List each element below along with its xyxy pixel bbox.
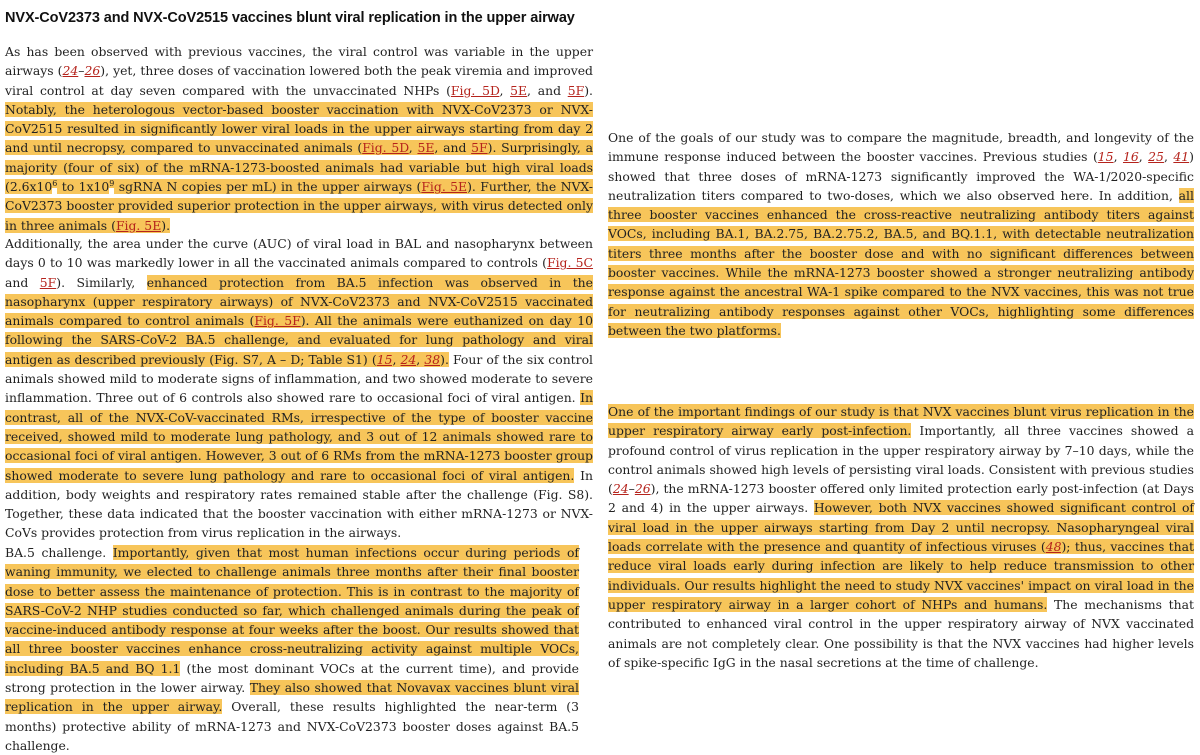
highlighted-text: enhanced protection from BA.5 infection was observed in the nasopharynx (upper respiratory airways) of NVX-CoV2373 and NVX-CoV2515 vaccinated animals compared to control animals ( bbox=[5, 274, 593, 329]
highlighted-text: all three booster vaccines enhanced the cross-reactive neutralizing antibody titers against VOCs, including BA.1, BA.2.75, BA.2.75.2, BA.5, and BQ.1.1, with detectable neutralization titers three months after the booster dose and with no significant differences between booster vaccines. While the mRNA-1273 booster showed a stronger neutralizing antibody response against the ancestral WA-1 spike compared to the NVX vaccines, this was not true for neutralizing antibody responses against other VOCs, highlighting some differences between the two platforms. bbox=[608, 187, 1194, 338]
citation-link[interactable]: 25 bbox=[1148, 149, 1164, 165]
text: ). Similarly, bbox=[56, 274, 147, 290]
text: – bbox=[628, 481, 635, 497]
citation-link[interactable]: 26 bbox=[84, 63, 101, 79]
highlighted-text: , bbox=[416, 351, 425, 367]
citation-link[interactable]: 16 bbox=[1122, 149, 1139, 165]
text: and bbox=[5, 274, 40, 290]
text: Additionally, the area under the curve (AUC) of viral load in BAL and nasopharynx between days 0 to 10 was markedly lower in all the vaccinated animals compared to controls ( bbox=[5, 236, 593, 271]
text: ). bbox=[584, 82, 593, 98]
figure-link[interactable]: Fig. 5E bbox=[421, 179, 468, 195]
figure-link[interactable]: 5E bbox=[510, 82, 528, 98]
paragraph-ba5-challenge bbox=[5, 543, 579, 755]
text: , bbox=[1113, 149, 1123, 165]
text: , bbox=[1138, 149, 1149, 165]
text: Importantly, all three vaccines showed a profound control of virus replication in the upper respiratory airway by 7–10 days, while the control animals showed high levels of persisting viral loads. Consistent with previous studies ( bbox=[608, 423, 1194, 497]
section-heading: NVX-CoV2373 and NVX-CoV2515 vaccines blunt viral replication in the upper airway bbox=[5, 10, 575, 26]
text: ), yet, three doses of vaccination lowered both the peak viremia and improved viral control at day seven compared with the unvaccinated NHPs ( bbox=[5, 63, 593, 98]
citation-link[interactable]: 26 bbox=[634, 481, 651, 497]
highlighted-text: , bbox=[392, 351, 401, 367]
highlighted-text: They also showed that Novavax vaccines blunt viral replication in the upper airway. bbox=[5, 680, 579, 715]
highlighted-text: to 1x10 bbox=[57, 179, 110, 195]
superscript: 6 bbox=[52, 178, 58, 188]
text: – bbox=[78, 63, 85, 79]
text: In addition, body weights and respiratory rates remained stable after the challenge (Fig. S8). Together, these data indicated that the booster vaccination with either mRNA-1273 or NVX-CoVs provides protection from virus replication in the airways. bbox=[5, 467, 593, 541]
figure-link[interactable]: 5E bbox=[417, 140, 435, 156]
citation-link[interactable]: 41 bbox=[1173, 149, 1190, 165]
paragraph-important-findings bbox=[608, 402, 1194, 672]
highlighted-text: ). bbox=[161, 217, 171, 233]
highlighted-text: , bbox=[408, 140, 418, 156]
paragraph-viral-control bbox=[5, 42, 593, 235]
paragraph-auc-pathology bbox=[5, 234, 593, 543]
text: BA.5 challenge. bbox=[5, 545, 113, 560]
highlighted-text: ). All the animals were euthanized on day 10 following the SARS-CoV-2 BA.5 challenge, and evaluated for lung pathology and viral antigen as described previously (Fig. S7, A – D; Table S1) ( bbox=[5, 313, 593, 367]
highlighted-text: Notably, the heterologous vector-based booster vaccination with NVX-CoV2373 or NVX-CoV2515 resulted in significantly lower viral loads in the upper airways starting from day 2 and until necropsy, compared to unvaccinated animals ( bbox=[5, 101, 593, 156]
figure-link[interactable]: 5F bbox=[39, 274, 57, 290]
highlighted-text: However, both NVX vaccines showed significant control of viral load in the upper airways starting from Day 2 until necropsy. Nasopharyngeal viral loads correlate with the presence and quantity of infectious viruses ( bbox=[608, 500, 1195, 555]
highlighted-text: ); thus, vaccines that reduce viral loads early during infection are likely to help reduce transmission to other individuals. Our results highlight the need to study NVX vaccines' impact on viral load in the upper respiratory airway in a larger cohort of NHPs and humans. bbox=[608, 539, 1195, 612]
citation-link[interactable]: 24 bbox=[400, 351, 417, 367]
figure-link[interactable]: 5F bbox=[567, 82, 585, 98]
figure-link[interactable]: 5F bbox=[471, 140, 488, 156]
text: , and bbox=[527, 82, 568, 98]
paragraph-immune-response bbox=[608, 128, 1194, 340]
highlighted-text: Importantly, given that most human infections occur during periods of waning immunity, we elected to challenge animals three months after their final booster dose to better assess the maintenance of protection. This is in contrast to the majority of SARS-CoV-2 NHP studies conducted so far, which challenged animals during the peak of vaccine-induced antibody response at four weeks after the boost. Our results showed that all three booster vaccines enhance cross-neutralizing activity against multiple VOCs, including BA.5 and BQ 1.1 bbox=[5, 545, 579, 676]
superscript: 9 bbox=[109, 178, 115, 188]
highlighted-text: One of the important findings of our study is that NVX vaccines blunt virus replication in the upper respiratory airway early post-infection. bbox=[608, 404, 1194, 439]
highlighted-text: ). Surprisingly, a majority (four of six) of the mRNA-1273-boosted animals had variable but high viral loads (2.6x10 bbox=[5, 140, 593, 195]
figure-link[interactable]: Fig. 5E bbox=[115, 217, 162, 233]
text: ), the mRNA-1273 booster offered only limited protection early post-infection (at Days 2 and 4) in the upper airways. bbox=[608, 481, 1194, 516]
citation-link[interactable]: 24 bbox=[612, 481, 629, 497]
highlighted-text: In contrast, all of the NVX-CoV-vaccinated RMs, irrespective of the type of booster vaccine received, showed mild to moderate lung pathology, and 3 out of 12 animals showed rare to occasional foci of viral antigen. However, 3 out of 6 RMs from the mRNA-1273 booster group showed moderate to severe lung pathology and rare to occasional foci of viral antigen. bbox=[5, 390, 593, 483]
figure-link[interactable]: Fig. 5D bbox=[362, 140, 409, 156]
highlighted-text: sgRNA N copies per mL) in the upper airways ( bbox=[114, 179, 422, 195]
text: (the most dominant VOCs at the current time), and provide strong protection in the lower airway. bbox=[5, 660, 579, 696]
text: , bbox=[499, 82, 511, 98]
text: Four of the six control animals showed mild to moderate signs of inflammation, and two showed moderate to severe inflammation. Three out of 6 controls also showed rare to occasional foci of viral antigen. bbox=[5, 351, 594, 406]
citation-link[interactable]: 15 bbox=[376, 351, 393, 367]
text: , bbox=[1163, 149, 1174, 165]
text: The mechanisms that contributed to enhanced viral control in the upper respiratory airway of NVX vaccinated animals are not completely clear. One possibility is that the NVX vaccines had higher levels of spike-specific IgG in the nasal secretions at the time of challenge. bbox=[608, 596, 1194, 670]
highlighted-text: ). bbox=[440, 351, 449, 367]
citation-link[interactable]: 24 bbox=[62, 63, 79, 79]
text: Overall, these results highlighted the near-term (3 months) protective ability of mRNA-1273 and NVX-CoV2373 booster doses against BA.5 challenge. bbox=[5, 699, 580, 753]
figure-link[interactable]: Fig. 5D bbox=[450, 82, 500, 98]
text: As has been observed with previous vaccines, the viral control was variable in the upper airways ( bbox=[5, 44, 593, 79]
figure-link[interactable]: Fig. 5F bbox=[254, 313, 301, 329]
highlighted-text: , and bbox=[434, 140, 472, 156]
citation-link[interactable]: 15 bbox=[1097, 149, 1114, 165]
citation-link[interactable]: 38 bbox=[424, 351, 441, 367]
text: One of the goals of our study was to compare the magnitude, breadth, and longevity of the immune response induced between the booster vaccines. Previous studies ( bbox=[608, 130, 1194, 165]
highlighted-text: ). Further, the NVX-CoV2373 booster provided superior protection in the upper airways, with virus detected only in three animals ( bbox=[5, 179, 593, 233]
citation-link[interactable]: 48 bbox=[1045, 539, 1062, 555]
figure-link[interactable]: Fig. 5C bbox=[546, 255, 594, 271]
text: ) showed that three doses of mRNA-1273 significantly improved the WA-1/2020-specific neutralization titers compared to two-doses, which we also observed here. In addition, bbox=[608, 149, 1194, 203]
